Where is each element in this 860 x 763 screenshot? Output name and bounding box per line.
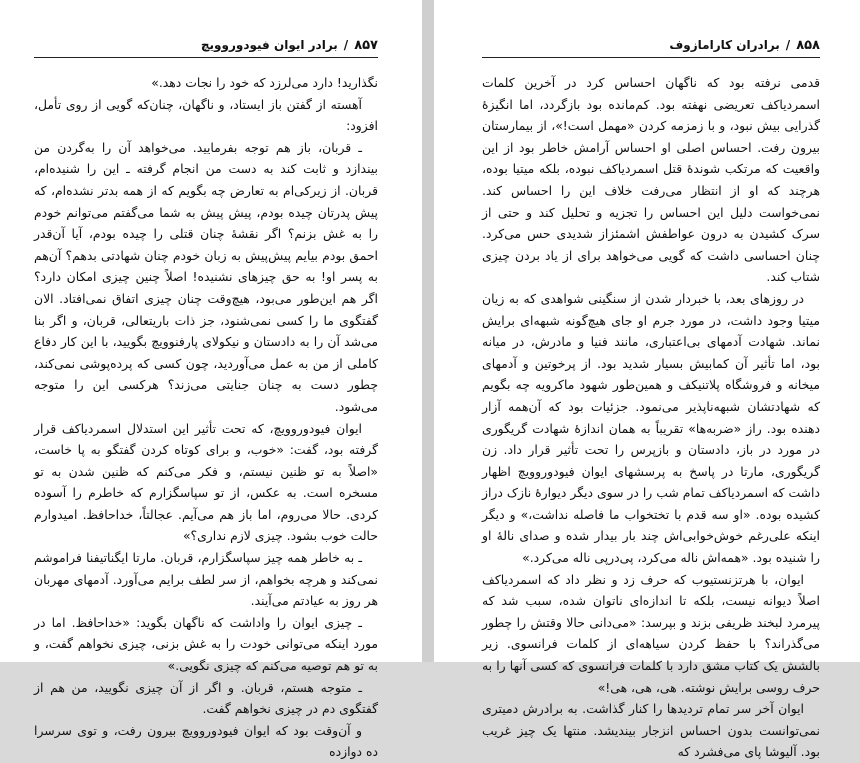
- paragraph: ایوان، با هرتزنستیوب که حرف زد و نظر داد که اسمردیاکف اصلاً دیوانه نیست، بلکه تا اندازه‌ای ناتوان شده، سبب شد که پیرمرد لبخند ظریفی بزند و بپرسد: «می‌دانی حالا وقتش را چطور می‌گذراند؟ با حفظ کردن سیاهه‌ای از کلمات فرانسوی. زیر بالشش یک کتاب مشق دارد با کلمات فرانسوی که کسی آنها را به حرف روسی برایش نوشته. هی، هی، هی!»: [482, 571, 820, 695]
- paragraph: آهسته از گفتن باز ایستاد، و ناگهان، چنان‌که گویی از روی تأمل، افزود:: [34, 96, 378, 134]
- left-page-header: [34, 38, 378, 58]
- paragraph: نگذارید! دارد می‌لرزد که خود را نجات دهد.»: [151, 75, 378, 90]
- paragraph: ـ به خاطر همه چیز سپاسگزارم، قربان. مارتا ایگناتیفنا فراموشم نمی‌کند و هرچه بخواهم، از سر لطف برایم می‌آورد. آدمهای مهربان هر روز به عیادتم می‌آیند.: [34, 550, 378, 609]
- right-header-separator: /: [785, 38, 791, 52]
- left-header-separator: /: [343, 38, 349, 52]
- left-page-number: ۸۵۷: [354, 38, 378, 53]
- paragraph: ـ قربان، باز هم توجه بفرمایید. می‌خواهد آن را به‌گردن من بیندازد و ثابت کند به دست من انجام گرفته ـ این را شنیده‌ام، قربان. از زیرکی‌ام به تعارض چه بگویم که از همه بدتر نشده‌ام، که پیش پدرتان چیده بودم، پیش پیش به شما می‌گفتم می‌توانم خودم را به غش بزنم؟ اگر نقشهٔ چنان قتلی را چیده بودم، آیا آن‌قدر احمق بودم بیایم پیش‌پیش به زبان خودم چنان شهادتی بدهم؟ آن‌هم به پسر او! به حق چیزهای نشنیده! اصلاً چنین چیزی امکان دارد؟ اگر هم این‌طور می‌بود، هیچ‌وقت چنان چیزی اتفاق نمی‌افتاد. الان گفتگوی ما را کسی نمی‌شنود، جز ذات باریتعالی، قربان، و اگر بنا می‌شد آن را به دادستان و نیکولای پارفنوویچ بگویید، با این کار دفاع کاملی از من به عمل می‌آوردید، چون کسی که پرده‌پوشی نمی‌کند، چطور دست به چنان جنایتی می‌زند؟ هرکسی این را متوجه می‌شود.: [34, 139, 378, 414]
- paragraph: ایوان فیودوروویچ، که تحت تأثیر این استدلال اسمردیاکف قرار گرفته بود، گفت: «خوب، و برای کوتاه کردن گفتگو به پا خاست، «اصلاً به تو ظنین نیستم، و فکر می‌کنم که ظنین شدن به تو مسخره است. به عکس، از تو سپاسگزارم که خاطرم را آسوده کردی. حالا می‌روم، اما باز هم می‌آیم. عجالتاً، خداحافظ. امیدوارم حالت خوب بشود. چیزی لازم نداری؟»: [34, 420, 378, 544]
- paragraph: ایوان آخر سر تمام تردیدها را کنار گذاشت. به برادرش دمیتری نمی‌توانست بدون احساس انزجار بیندیشد. منتها یک چیز غریب بود. آلیوشا پای می‌فشرد که: [482, 701, 820, 760]
- right-running-title: برادران کارامازوف: [669, 38, 780, 52]
- right-page: [434, 0, 860, 760]
- paragraph: و آن‌وقت بود که ایوان فیودوروویچ بیرون رفت، و توی سرسرا ده دوازده: [34, 722, 378, 760]
- right-page-number: ۸۵۸: [796, 38, 820, 53]
- paragraph: ـ متوجه هستم، قربان. و اگر از آن چیزی نگویید، من هم از گفتگوی دم در چیزی نخواهم گفت.: [34, 679, 378, 717]
- paragraph: قدمی نرفته بود که ناگهان احساس کرد در آخرین کلمات اسمردیاکف تعریضی نهفته بود. کم‌مانده بود بازگردد، اما انگیزهٔ گذرایی بیش نبود، و با زمزمه کردن «مهمل است!»، از بیمارستان بیرون رفت. احساس اصلی او احساس آرامش خاطر بود از این واقعیت که مرتکب شوندهٔ قتل اسمردیاکف نبوده، بلکه میتیا بوده، هرچند که او از انتظار می‌رفت خلاف این را احساس کند. نمی‌خواست دلیل این احساس را تجزیه و تحلیل کند و حتی از سرک کشیدن به درون عواطفش اشمئزاز شدیدی حس می‌کرد. چنان احساسی داشت که گویی می‌خواهد برای از یاد بردن چیزی شتاب کند.: [482, 75, 820, 285]
- paragraph: در روزهای بعد، با خبردار شدن از سنگینی شواهدی که به زیان میتیا وجود داشت، در مورد جرم او جای هیچ‌گونه شبهه‌ای برایش نماند. شهادت آدمهای بی‌اعتباری، مانند فنیا و مادرش، در میانه بود، اما تأثیر آن کمابیش بسیار شدید بود. از پرخوتین و آدمهای میخانه و فروشگاه پلاتنیکف و همین‌طور شهود ماکرویه چه بگویم که شهادتشان شبهه‌ناپذیر می‌نمود. جزئیات بود که آن‌همه آزار دهنده بود. راز «ضربه‌ها» تقریباً به همان اندازهٔ شهادت گریگوری در مورد در باز، دادستان و بازپرس را تحت تأثیر قرار داد. زن گریگوری، مارتا در پاسخ به پرسشهای ایوان فیودوروویچ اظهار داشت که اسمردیاکف تمام شب را در سوی دیگر دیوارهٔ نازک دراز کشیده بوده. «او سه قدم با تختخواب ما فاصله نداشت،» و دیگر اینکه علی‌رغم خوش‌خوابی‌اش چند بار بیدار شده و صدای نالهٔ او را شنیده بود. «همه‌اش ناله می‌کرد، پی‌درپی ناله می‌کرد.»: [482, 290, 820, 566]
- left-page: [0, 0, 422, 760]
- left-page-text: [34, 72, 378, 763]
- book-gutter: [422, 0, 434, 662]
- paragraph: ـ چیزی ایوان را واداشت که ناگهان بگوید: «خداحافظ. اما در مورد اینکه می‌توانی خودت را به غش بزنی، چیزی نخواهم گفت، و به تو هم توصیه می‌کنم که چیزی نگویی.»: [34, 614, 378, 674]
- right-page-text: [482, 72, 820, 763]
- left-running-title: برادر ایوان فیودوروویچ: [200, 38, 338, 52]
- right-page-header: [482, 38, 820, 58]
